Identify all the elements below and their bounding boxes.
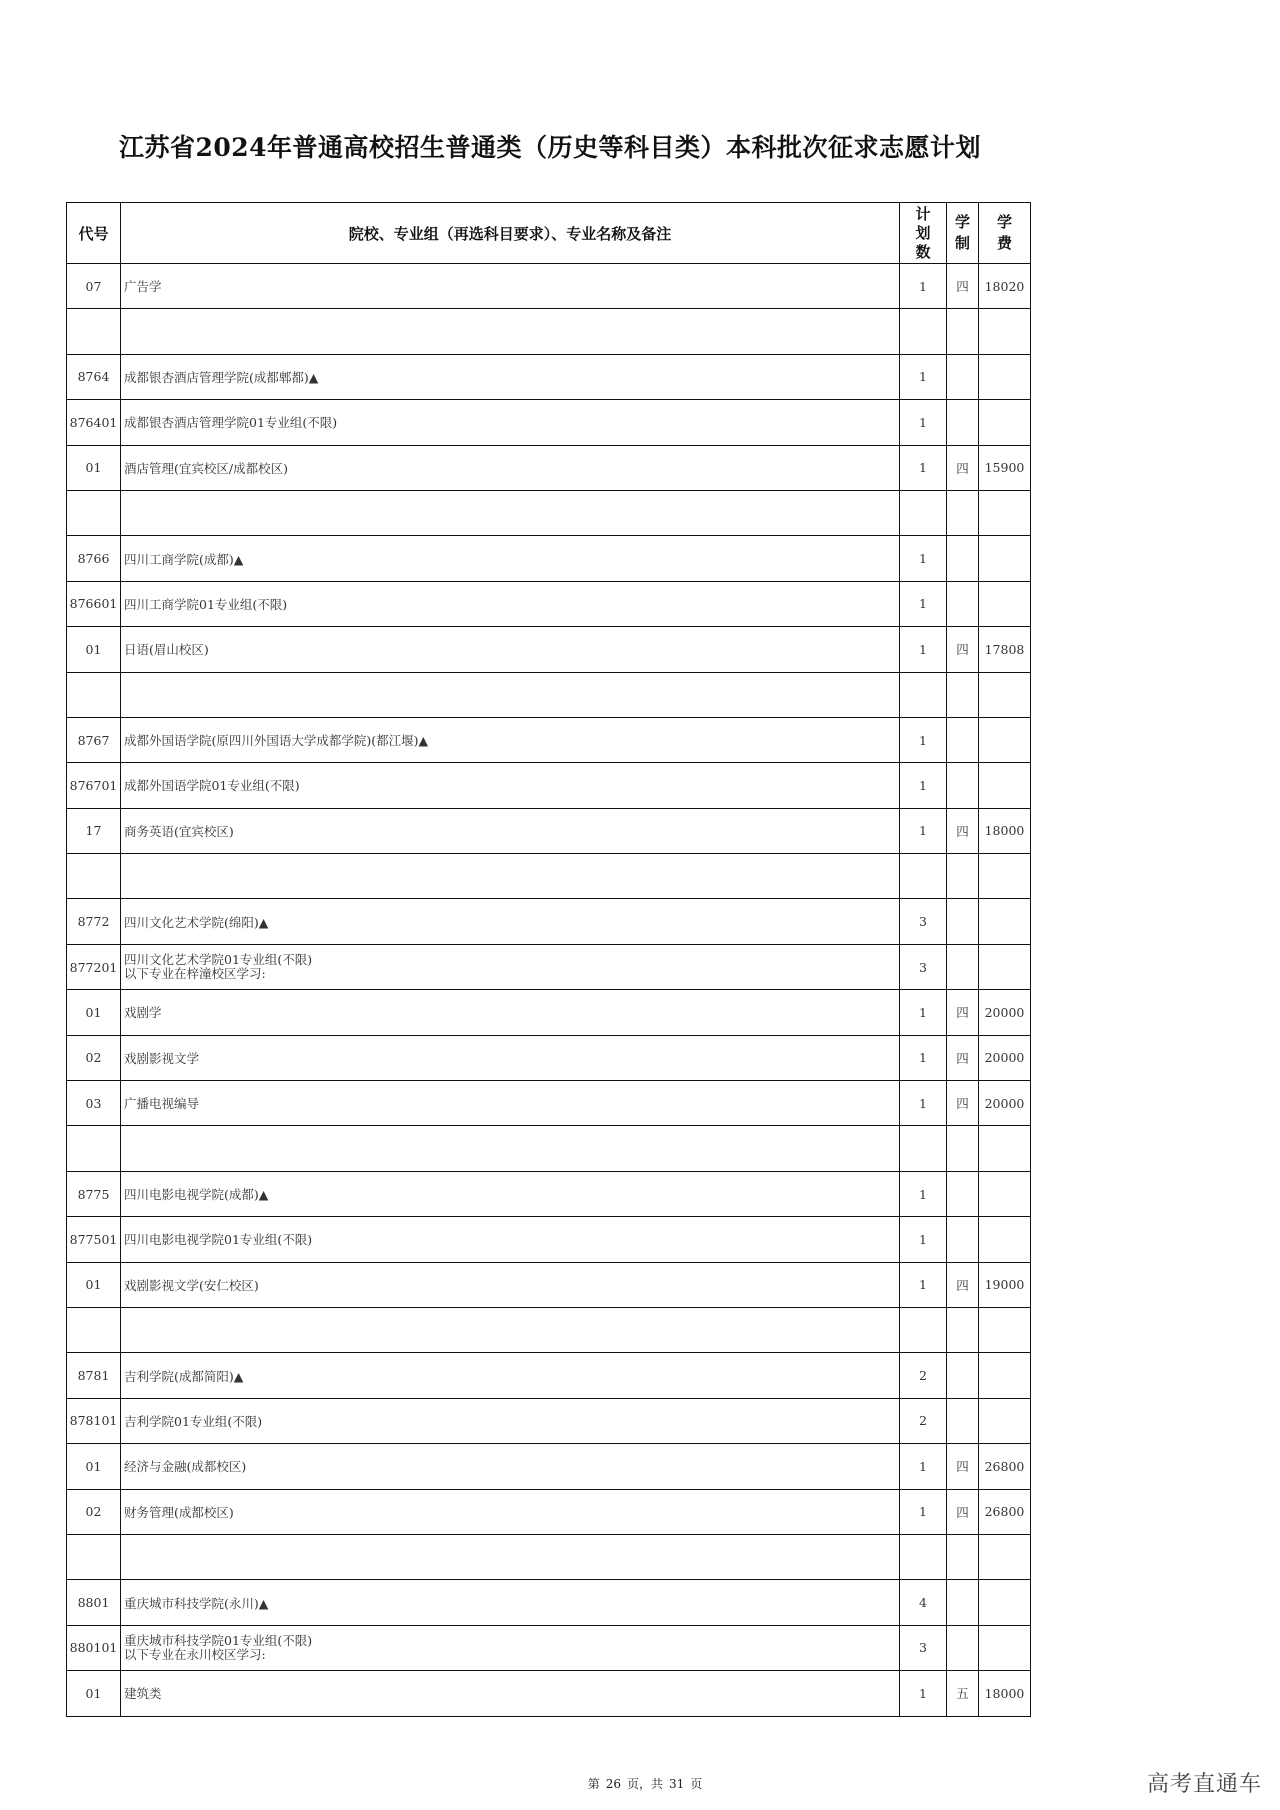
table-row (67, 944, 1031, 989)
table-row (67, 1444, 1031, 1489)
cell-fee (979, 400, 1031, 445)
cell-years (947, 1126, 979, 1171)
cell-code (67, 490, 121, 535)
cell-code: 877501 (67, 1217, 121, 1262)
cell-code: 8772 (67, 899, 121, 944)
table-row (67, 672, 1031, 717)
header-code: 代号 (67, 203, 121, 264)
cell-years: 四 (947, 1262, 979, 1307)
cell-code: 8767 (67, 717, 121, 762)
cell-years (947, 1534, 979, 1579)
table-row (67, 1398, 1031, 1443)
cell-plan-count: 1 (900, 717, 947, 762)
cell-code: 8766 (67, 536, 121, 581)
cell-fee: 20000 (979, 1081, 1031, 1126)
cell-name: 日语(眉山校区) (121, 627, 900, 672)
table-row (67, 808, 1031, 853)
cell-fee: 26800 (979, 1444, 1031, 1489)
cell-fee (979, 944, 1031, 989)
cell-plan-count: 1 (900, 1171, 947, 1216)
page-title: 江苏省2024年普通高校招生普通类（历史等科目类）本科批次征求志愿计划 (118, 133, 982, 162)
cell-plan-count (900, 1126, 947, 1171)
cell-code: 07 (67, 264, 121, 309)
cell-years: 四 (947, 445, 979, 490)
table-row (67, 490, 1031, 535)
cell-name: 重庆城市科技学院(永川)▲ (121, 1580, 900, 1625)
cell-plan-count: 1 (900, 400, 947, 445)
cell-years (947, 1171, 979, 1216)
table-body (67, 264, 1031, 1717)
cell-fee: 18000 (979, 808, 1031, 853)
cell-years (947, 581, 979, 626)
cell-code: 01 (67, 627, 121, 672)
cell-fee (979, 1534, 1031, 1579)
cell-fee: 18020 (979, 264, 1031, 309)
table-row (67, 1534, 1031, 1579)
table-row (67, 854, 1031, 899)
cell-name (121, 854, 900, 899)
cell-fee (979, 1307, 1031, 1352)
header-fee: 学 费 (979, 203, 1031, 264)
table-row (67, 763, 1031, 808)
cell-plan-count (900, 672, 947, 717)
cell-name: 商务英语(宜宾校区) (121, 808, 900, 853)
cell-code (67, 1534, 121, 1579)
cell-plan-count: 1 (900, 1081, 947, 1126)
cell-code (67, 1307, 121, 1352)
cell-name: 成都银杏酒店管理学院01专业组(不限) (121, 400, 900, 445)
cell-code: 877201 (67, 944, 121, 989)
cell-plan-count: 2 (900, 1353, 947, 1398)
cell-fee (979, 354, 1031, 399)
cell-plan-count: 1 (900, 990, 947, 1035)
cell-years (947, 309, 979, 354)
cell-plan-count: 1 (900, 581, 947, 626)
cell-years (947, 854, 979, 899)
cell-name: 戏剧影视文学 (121, 1035, 900, 1080)
cell-years (947, 899, 979, 944)
table-row (67, 1126, 1031, 1171)
cell-code: 876601 (67, 581, 121, 626)
cell-years (947, 354, 979, 399)
header-name: 院校、专业组（再选科目要求）、专业名称及备注 (121, 203, 900, 264)
cell-name: 四川电影电视学院(成都)▲ (121, 1171, 900, 1216)
cell-name (121, 490, 900, 535)
table-row (67, 309, 1031, 354)
cell-name: 广播电视编导 (121, 1081, 900, 1126)
cell-name: 戏剧学 (121, 990, 900, 1035)
cell-code (67, 309, 121, 354)
cell-name-text: 重庆城市科技学院01专业组(不限) (124, 1632, 313, 1648)
table-row (67, 717, 1031, 762)
table-row (67, 1307, 1031, 1352)
cell-code: 01 (67, 990, 121, 1035)
cell-fee (979, 763, 1031, 808)
cell-code: 17 (67, 808, 121, 853)
table-row (67, 1580, 1031, 1625)
cell-plan-count: 1 (900, 808, 947, 853)
cell-years (947, 944, 979, 989)
cell-plan-count: 4 (900, 1580, 947, 1625)
header-plan: 计 划 数 (900, 203, 947, 264)
cell-name: 建筑类 (121, 1671, 900, 1716)
table-row (67, 1625, 1031, 1670)
cell-plan-count (900, 854, 947, 899)
cell-plan-count: 1 (900, 763, 947, 808)
cell-code: 8764 (67, 354, 121, 399)
cell-plan-count: 1 (900, 1489, 947, 1534)
table-row (67, 400, 1031, 445)
cell-years (947, 1217, 979, 1262)
cell-plan-count: 1 (900, 1217, 947, 1262)
table-row (67, 1171, 1031, 1216)
cell-fee: 19000 (979, 1262, 1031, 1307)
cell-fee (979, 1217, 1031, 1262)
table-row (67, 1489, 1031, 1534)
cell-code: 8781 (67, 1353, 121, 1398)
cell-fee (979, 1625, 1031, 1670)
cell-years: 四 (947, 1081, 979, 1126)
cell-name: 成都银杏酒店管理学院(成都郫都)▲ (121, 354, 900, 399)
cell-name: 戏剧影视文学(安仁校区) (121, 1262, 900, 1307)
cell-code: 8775 (67, 1171, 121, 1216)
cell-code: 878101 (67, 1398, 121, 1443)
cell-plan-count: 1 (900, 445, 947, 490)
cell-name: 广告学 (121, 264, 900, 309)
cell-code: 01 (67, 1262, 121, 1307)
cell-years: 四 (947, 1035, 979, 1080)
cell-code (67, 672, 121, 717)
cell-code: 02 (67, 1035, 121, 1080)
cell-code: 01 (67, 1444, 121, 1489)
cell-years: 四 (947, 990, 979, 1035)
cell-fee (979, 1126, 1031, 1171)
cell-name: 四川电影电视学院01专业组(不限) (121, 1217, 900, 1262)
cell-years (947, 672, 979, 717)
cell-fee (979, 899, 1031, 944)
table-row (67, 536, 1031, 581)
cell-note-text: 以下专业在梓潼校区学习: (124, 966, 266, 982)
table-row (67, 1353, 1031, 1398)
cell-name-text: 四川文化艺术学院01专业组(不限) (124, 952, 313, 968)
cell-plan-count: 1 (900, 354, 947, 399)
cell-code: 02 (67, 1489, 121, 1534)
table-row (67, 445, 1031, 490)
enrollment-plan-table (66, 202, 1031, 1717)
cell-plan-count: 3 (900, 944, 947, 989)
cell-plan-count: 1 (900, 1262, 947, 1307)
cell-plan-count: 3 (900, 899, 947, 944)
cell-years: 五 (947, 1671, 979, 1716)
cell-years: 四 (947, 1444, 979, 1489)
cell-years: 四 (947, 808, 979, 853)
cell-fee (979, 309, 1031, 354)
cell-note-text: 以下专业在永川校区学习: (124, 1646, 266, 1662)
cell-fee (979, 672, 1031, 717)
cell-years (947, 1580, 979, 1625)
cell-fee (979, 1580, 1031, 1625)
cell-name: 成都外国语学院01专业组(不限) (121, 763, 900, 808)
cell-years: 四 (947, 264, 979, 309)
cell-fee (979, 717, 1031, 762)
table-row (67, 899, 1031, 944)
cell-code: 03 (67, 1081, 121, 1126)
cell-plan-count: 1 (900, 627, 947, 672)
cell-name (121, 672, 900, 717)
cell-name: 经济与金融(成都校区) (121, 1444, 900, 1489)
cell-fee: 17808 (979, 627, 1031, 672)
cell-years (947, 717, 979, 762)
cell-name (121, 1307, 900, 1352)
cell-fee: 20000 (979, 990, 1031, 1035)
table-row (67, 1262, 1031, 1307)
cell-name (121, 1534, 900, 1579)
cell-fee (979, 1398, 1031, 1443)
cell-plan-count: 3 (900, 1625, 947, 1670)
cell-code (67, 854, 121, 899)
cell-name: 四川工商学院01专业组(不限) (121, 581, 900, 626)
cell-fee: 18000 (979, 1671, 1031, 1716)
cell-name: 四川工商学院(成都)▲ (121, 536, 900, 581)
table-header-row (67, 203, 1031, 264)
cell-plan-count (900, 309, 947, 354)
page-number: 第 26 页，共 31 页 (587, 1777, 703, 1791)
cell-code: 880101 (67, 1625, 121, 1670)
cell-code: 01 (67, 445, 121, 490)
cell-fee (979, 1353, 1031, 1398)
cell-years (947, 763, 979, 808)
cell-years: 四 (947, 1489, 979, 1534)
cell-code: 876401 (67, 400, 121, 445)
cell-plan-count (900, 1534, 947, 1579)
cell-years (947, 400, 979, 445)
table-row (67, 990, 1031, 1035)
table-row (67, 1035, 1031, 1080)
cell-fee (979, 536, 1031, 581)
cell-code: 8801 (67, 1580, 121, 1625)
watermark-text: 高考直通车 (1146, 1772, 1262, 1797)
table-row (67, 581, 1031, 626)
cell-fee (979, 1171, 1031, 1216)
cell-name: 成都外国语学院(原四川外国语大学成都学院)(都江堰)▲ (121, 717, 900, 762)
cell-fee: 20000 (979, 1035, 1031, 1080)
cell-name: 四川文化艺术学院(绵阳)▲ (121, 899, 900, 944)
cell-plan-count: 1 (900, 264, 947, 309)
cell-plan-count: 1 (900, 536, 947, 581)
cell-name: 吉利学院(成都简阳)▲ (121, 1353, 900, 1398)
table-row (67, 1081, 1031, 1126)
table-row (67, 1671, 1031, 1716)
cell-fee: 26800 (979, 1489, 1031, 1534)
cell-fee: 15900 (979, 445, 1031, 490)
header-years: 学 制 (947, 203, 979, 264)
cell-name: 财务管理(成都校区) (121, 1489, 900, 1534)
cell-years: 四 (947, 627, 979, 672)
cell-years (947, 490, 979, 535)
cell-name (121, 1126, 900, 1171)
cell-years (947, 1307, 979, 1352)
cell-plan-count (900, 1307, 947, 1352)
cell-name: 酒店管理(宜宾校区/成都校区) (121, 445, 900, 490)
cell-name (121, 309, 900, 354)
cell-fee (979, 854, 1031, 899)
cell-code (67, 1126, 121, 1171)
cell-years (947, 1398, 979, 1443)
cell-name (121, 1625, 900, 1670)
table-row (67, 1217, 1031, 1262)
table-row (67, 354, 1031, 399)
cell-name (121, 944, 900, 989)
cell-years (947, 536, 979, 581)
cell-plan-count (900, 490, 947, 535)
cell-plan-count: 1 (900, 1444, 947, 1489)
table-row (67, 264, 1031, 309)
cell-plan-count: 1 (900, 1035, 947, 1080)
cell-fee (979, 581, 1031, 626)
cell-name: 吉利学院01专业组(不限) (121, 1398, 900, 1443)
cell-plan-count: 2 (900, 1398, 947, 1443)
cell-code: 876701 (67, 763, 121, 808)
table-row (67, 627, 1031, 672)
cell-years (947, 1625, 979, 1670)
cell-plan-count: 1 (900, 1671, 947, 1716)
cell-fee (979, 490, 1031, 535)
cell-years (947, 1353, 979, 1398)
cell-code: 01 (67, 1671, 121, 1716)
